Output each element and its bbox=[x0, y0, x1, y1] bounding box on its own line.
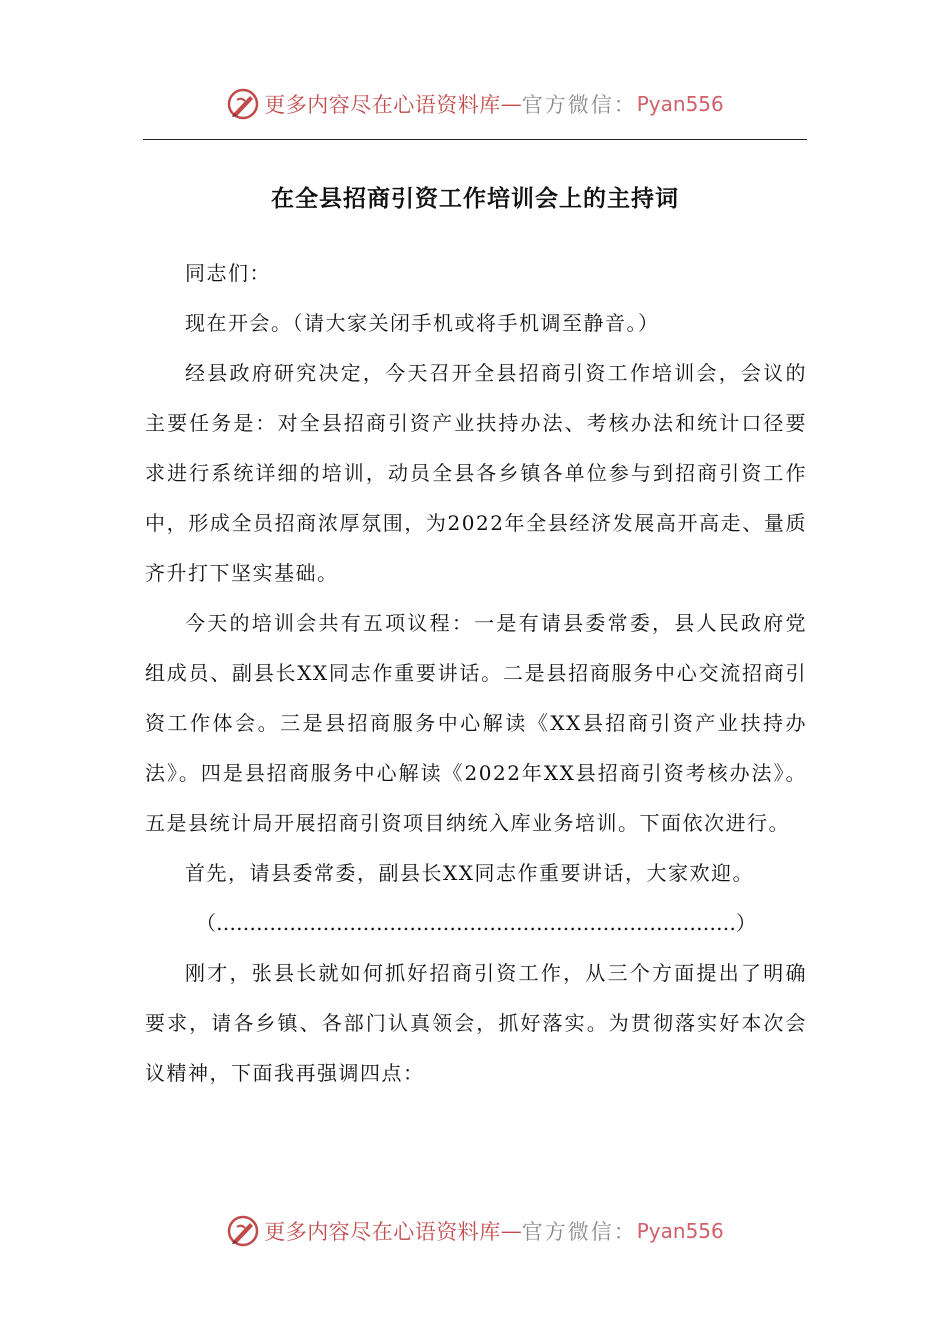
watermark-dash: — bbox=[500, 92, 522, 116]
pen-logo-icon bbox=[226, 1214, 260, 1248]
pen-logo-icon bbox=[226, 87, 260, 121]
footer-watermark bbox=[0, 1211, 950, 1251]
paragraph-ellipsis: （……………………………………………………………………） bbox=[196, 911, 756, 935]
paragraph-purpose: 经县政府研究决定，今天召开全县招商引资工作培训会，会议的主要任务是：对全县招商引资产业扶持办法、考核办法和统计口径要求进行系统详细的培训，动员全县各乡镇各单位参与到招商引资工作中，形成全员招商浓厚氛围，为2022年全县经济发展高开高走、量质齐升打下坚实基础。 bbox=[145, 361, 807, 585]
watermark-brand: 更多内容尽在心语资料库 bbox=[264, 93, 501, 117]
watermark-contact-label: 官方微信： bbox=[521, 93, 637, 117]
header-divider bbox=[143, 139, 807, 140]
watermark-brand: 更多内容尽在心语资料库 bbox=[264, 1220, 501, 1244]
paragraph-salutation: 同志们： bbox=[185, 261, 271, 285]
document-body bbox=[145, 248, 807, 1098]
paragraph-first-speech: 首先，请县委常委，副县长XX同志作重要讲话，大家欢迎。 bbox=[185, 861, 754, 885]
watermark-contact-id: Pyan556 bbox=[636, 1219, 724, 1243]
header-watermark bbox=[0, 84, 950, 124]
paragraph-agenda: 今天的培训会共有五项议程：一是有请县委常委，县人民政府党组成员、副县长XX同志作重要讲话。二是县招商服务中心交流招商引资工作体会。三是县招商服务中心解读《XX县招商引资产业扶持办法》。四是县招商服务中心解读《2022年XX县招商引资考核办法》。五是县统计局开展招商引资项目纳统入库业务培训。下面依次进行。 bbox=[145, 611, 807, 835]
watermark-contact-label: 官方微信： bbox=[521, 1220, 637, 1244]
paragraph-opening: 现在开会。（请大家关闭手机或将手机调至静音。） bbox=[185, 311, 660, 335]
watermark-contact-id: Pyan556 bbox=[636, 92, 724, 116]
paragraph-summary: 刚才，张县长就如何抓好招商引资工作，从三个方面提出了明确要求，请各乡镇、各部门认真领会，抓好落实。为贯彻落实好本次会议精神，下面我再强调四点： bbox=[145, 961, 807, 1085]
watermark-dash: — bbox=[500, 1219, 522, 1243]
document-title: 在全县招商引资工作培训会上的主持词 bbox=[271, 186, 679, 212]
